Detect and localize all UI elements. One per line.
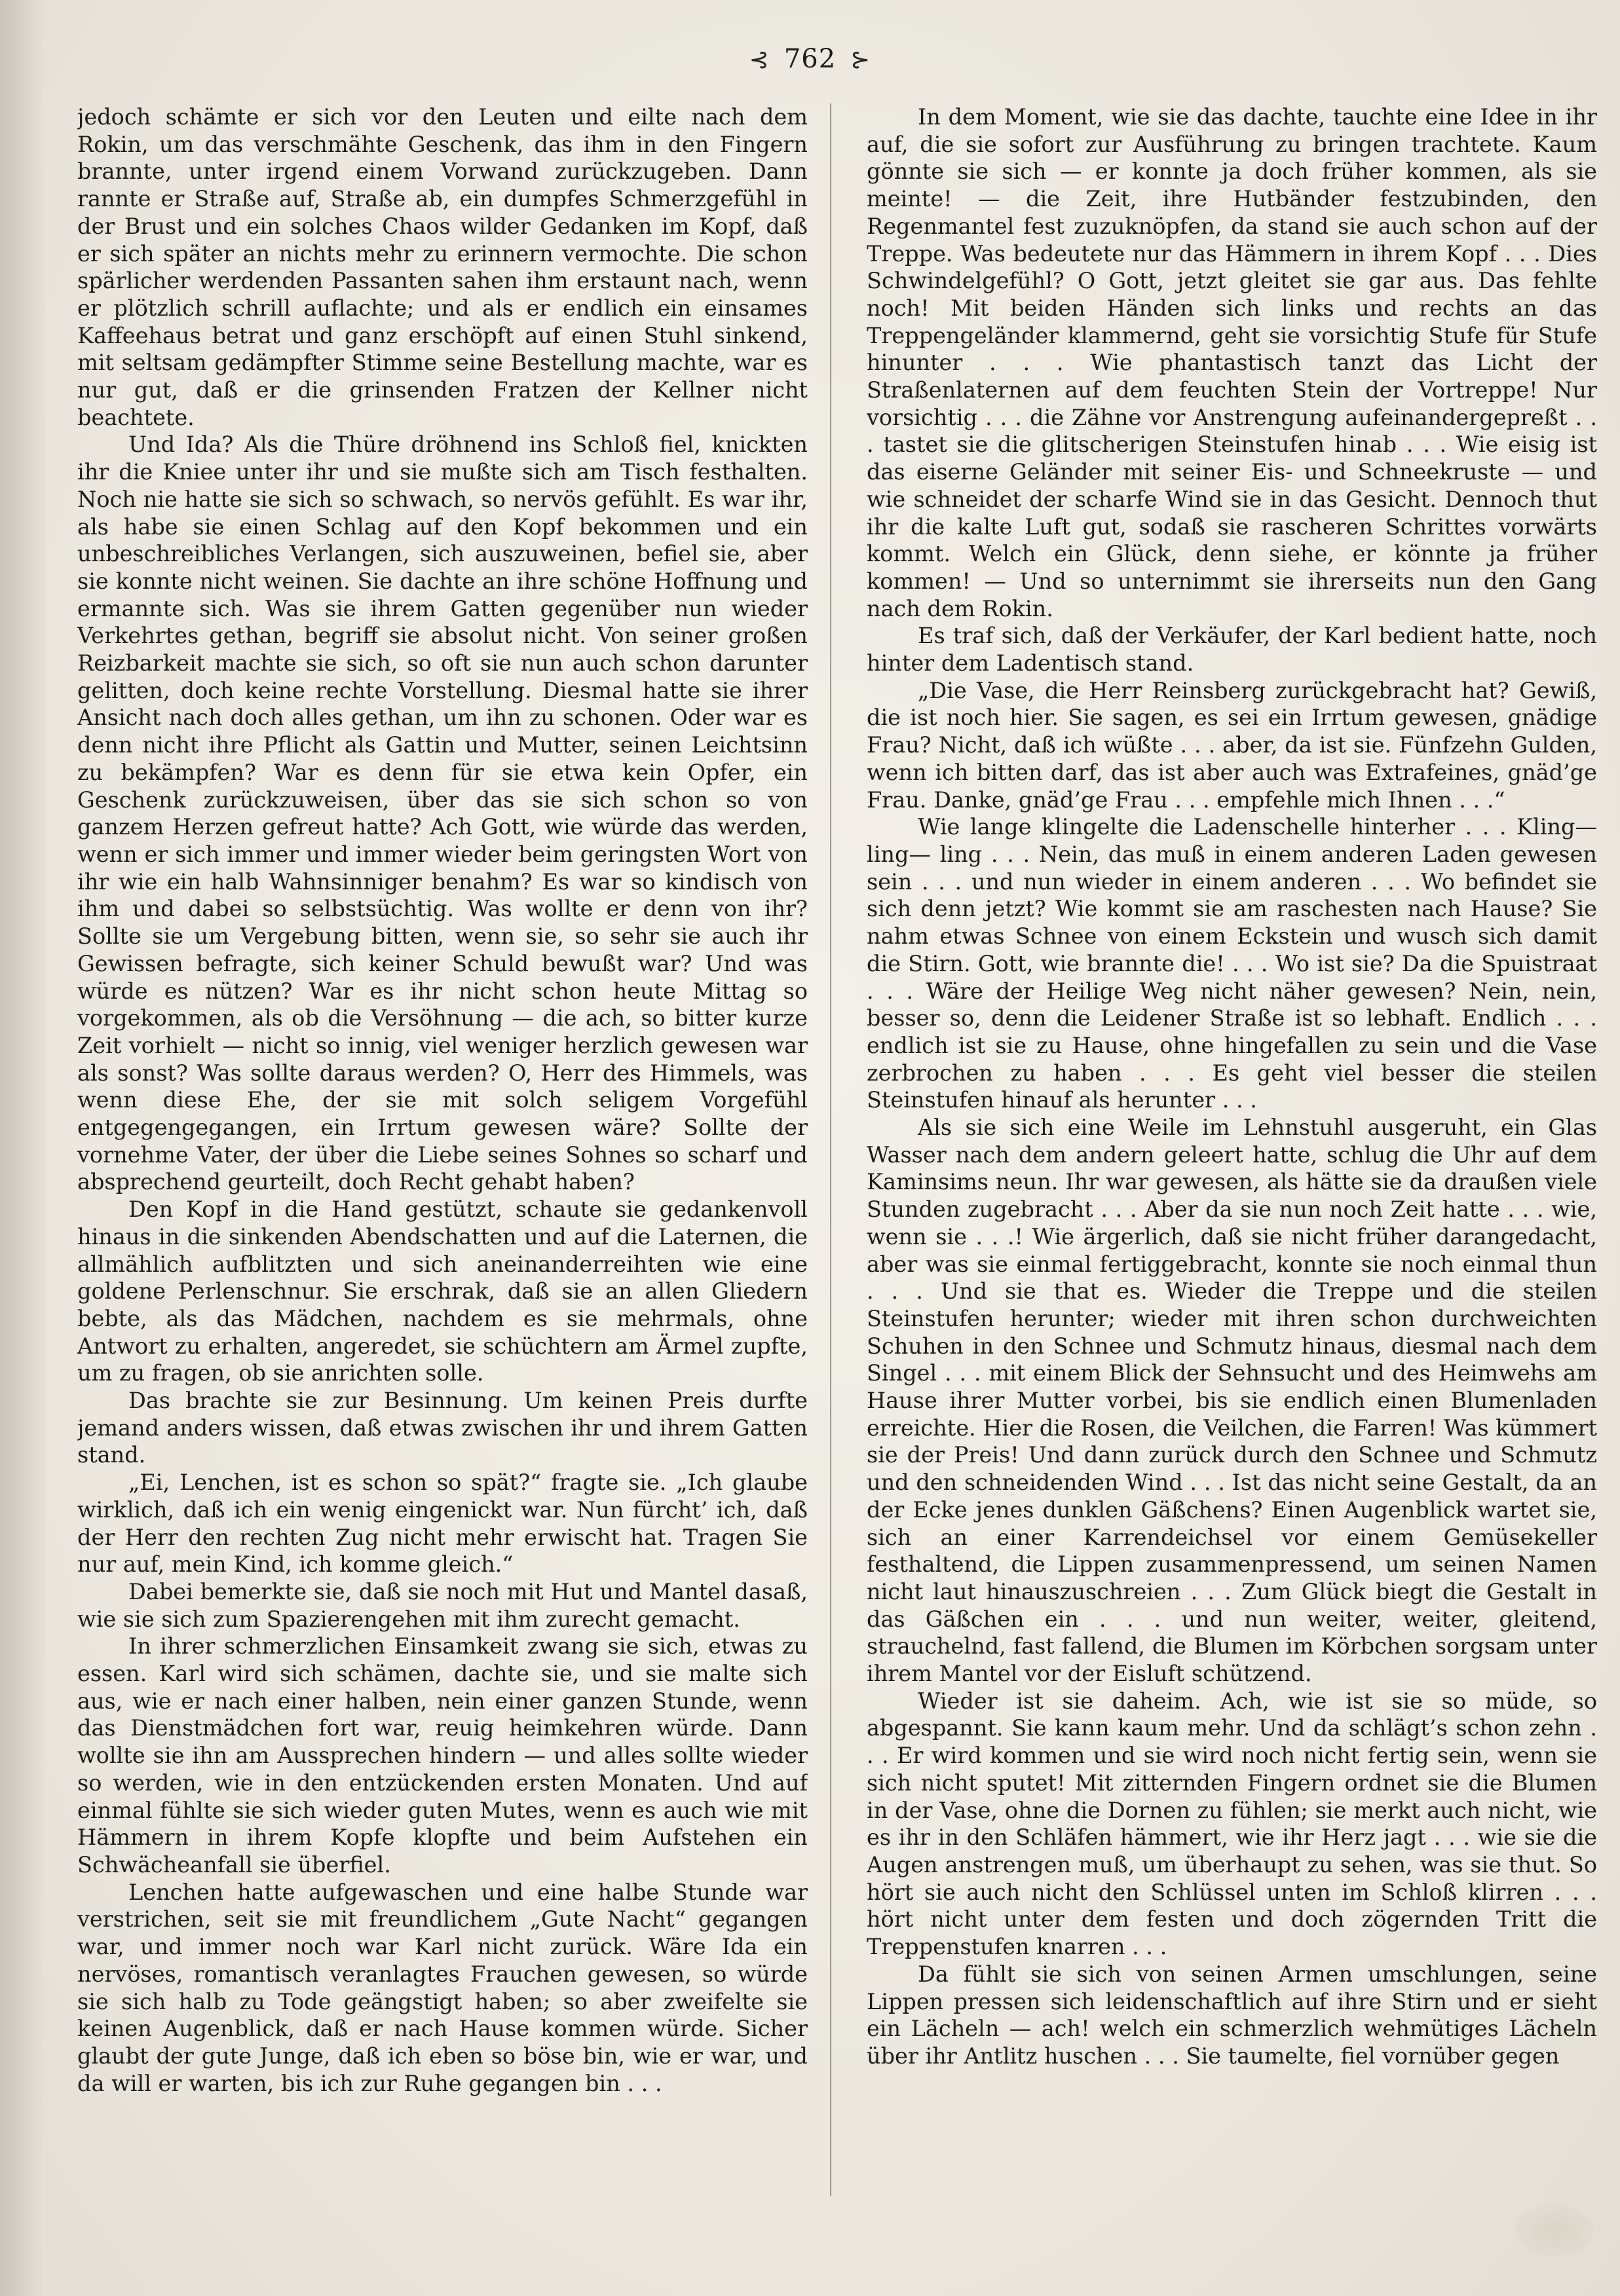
paragraph: Und Ida? Als die Thüre dröhnend ins Schloß fiel, knickten ihr die Kniee unter ihr und sie mußte sich am Tisch festhalten. Noch nie hatte sie sich so schwach, so nervös gefühlt. Es war ihr, als habe sie einen Schlag auf den Kopf bekommen und ein unbeschreibliches Verlangen, sich auszuweinen, befiel sie, aber sie konnte nicht weinen. Sie dachte an ihre schöne Hoffnung und ermannte sich. Was sie ihrem Gatten gegenüber nun wieder Verkehrtes gethan, begriff sie absolut nicht. Von seiner großen Reizbarkeit machte sie sich, so oft sie nun auch schon darunter gelitten, doch keine rechte Vorstellung. Diesmal hatte sie ihrer Ansicht nach doch alles gethan, um ihn zu schonen. Oder war es denn nicht ihre Pflicht als Gattin und Mutter, seinen Leichtsinn zu bekämpfen? War es denn für sie etwa kein Opfer, ein Geschenk zurückzuweisen, über das sie sich schon so von ganzem Herzen gefreut hatte? Ach Gott, wie würde das werden, wenn er sich immer und immer wieder beim geringsten Wort von ihr wie ein halb Wahnsinniger benahm? Es war so kindisch von ihm und dabei so selbstsüchtig. Was wollte er denn von ihr? Sollte sie um Vergebung bitten, wenn sie, so sehr sie auch ihr Gewissen befragte, sich keiner Schuld bewußt war? Und was würde es nützen? War es ihr nicht schon heute Mittag so vorgekommen, als ob die Versöhnung — die ach, so bitter kurze Zeit vorhielt — nicht so innig, viel weniger herzlich gewesen war als sonst? Was sollte daraus werden? O, Herr des Himmels, was wenn diese Ehe, der sie mit solch seligem Vorgefühl entgegengegangen, ein Irrtum gewesen wäre? Sollte der vornehme Vater, der über die Liebe seines Sohnes so scharf und absprechend geurteilt, doch Recht gehabt haben? xyxy=(77,432,808,1195)
page-edge-shadow xyxy=(0,0,46,2296)
paragraph: In ihrer schmerzlichen Einsamkeit zwang sie sich, etwas zu essen. Karl wird sich schämen, dachte sie, und sie malte sich aus, wie er nach einer halben, nein einer ganzen Stunde, wenn das Dienstmädchen fort war, reuig heimkehren würde. Dann wollte sie ihn am Aussprechen hindern — und alles sollte wieder so werden, wie in den entzückenden ersten Monaten. Und auf einmal fühlte sie sich wieder guten Mutes, wenn es auch wie mit Hämmern in ihrem Kopfe klopfte und beim Aufstehen ein Schwächeanfall sie überfiel. xyxy=(77,1633,808,1878)
paragraph: Als sie sich eine Weile im Lehnstuhl ausgeruht, ein Glas Wasser nach dem andern geleert hatte, schlug die Uhr auf dem Kaminsims neun. Ihr war gewesen, als hätte sie da draußen viele Stunden zugebracht . . . Aber da sie nun noch Zeit hatte . . . wie, wenn sie . . .! Wie ärgerlich, daß sie nicht früher darangedacht, aber was sie einmal fertiggebracht, konnte sie noch einmal thun . . . Und sie that es. Wieder die Treppe und die steilen Steinstufen herunter; wieder mit ihren schon durchweichten Schuhen in den Schnee und Schmutz hinaus, diesmal nach dem Singel . . . mit einem Blick der Sehnsucht und des Heimwehs am Hause ihrer Mutter vorbei, bis sie endlich einen Blumenladen erreichte. Hier die Rosen, die Veilchen, die Farren! Was kümmert sie der Preis! Und dann zurück durch den Schnee und Schmutz und den schneidenden Wind . . . Ist das nicht seine Gestalt, da an der Ecke jenes dunklen Gäßchens? Einen Augenblick wartet sie, sich an einer Karrendeichsel vor einem Gemüsekeller festhaltend, die Lippen zusammenpressend, um seinen Namen nicht laut hinauszuschreien . . . Zum Glück biegt die Gestalt in das Gäßchen ein . . . und nun weiter, weiter, gleitend, strauchelnd, fast fallend, die Blumen im Körbchen sorgsam unter ihrem Mantel vor der Eisluft schützend. xyxy=(867,1115,1597,1687)
paragraph: Lenchen hatte aufgewaschen und eine halbe Stunde war verstrichen, seit sie mit freundlichem „Gute Nacht“ gegangen war, und immer noch war Karl nicht zurück. Wäre Ida ein nervöses, romantisch veranlagtes Frauchen gewesen, so würde sie sich halb zu Tode geängstigt haben; so aber zweifelte sie keinen Augenblick, daß er nach Hause kommen würde. Sicher glaubt der gute Junge, daß ich eben so böse bin, wie er war, und da will er warten, bis ich zur Ruhe gegangen bin . . . xyxy=(77,1879,808,2096)
left-text-column xyxy=(77,103,808,2206)
paragraph: „Ei, Lenchen, ist es schon so spät?“ fragte sie. „Ich glaube wirklich, daß ich ein wenig eingenickt war. Nun fürcht’ ich, daß der Herr den rechten Zug nicht mehr erwischt hat. Tragen Sie nur auf, mein Kind, ich komme gleich.“ xyxy=(77,1470,808,1578)
paragraph: Es traf sich, daß der Verkäufer, der Karl bedient hatte, noch hinter dem Ladentisch stand. xyxy=(867,623,1597,676)
right-ornament-icon: ⊱ xyxy=(850,46,871,73)
paragraph: jedoch schämte er sich vor den Leuten und eilte nach dem Rokin, um das verschmähte Geschenk, das ihm in den Fingern brannte, unter irgend einem Vorwand zurückzugeben. Dann rannte er Straße auf, Straße ab, ein dumpfes Schmerzgefühl in der Brust und ein solches Chaos wilder Gedanken im Kopf, daß er sich später an nichts mehr zu erinnern vermochte. Die schon spärlicher werdenden Passanten sahen ihm erstaunt nach, wenn er plötzlich schrill auflachte; und als er endlich ein einsames Kaffeehaus betrat und ganz erschöpft auf einen Stuhl sinkend, mit seltsam gedämpfter Stimme seine Bestellung machte, war es nur gut, daß er die grinsenden Fratzen der Kellner nicht beachtete. xyxy=(77,104,808,430)
paragraph: Das brachte sie zur Besinnung. Um keinen Preis durfte jemand anders wissen, daß etwas zwischen ihr und ihrem Gatten stand. xyxy=(77,1388,808,1468)
right-text-column xyxy=(867,103,1597,2206)
paragraph: In dem Moment, wie sie das dachte, tauchte eine Idee in ihr auf, die sie sofort zur Ausführung zu bringen trachtete. Kaum gönnte sie sich — er konnte ja doch früher kommen, als sie meinte! — die Zeit, ihre Hutbänder festzubinden, den Regenmantel fest zuzuknöpfen, da stand sie auch schon auf der Treppe. Was bedeutete nur das Hämmern in ihrem Kopf . . . Dies Schwindelgefühl? O Gott, jetzt gleitet sie gar aus. Das fehlte noch! Mit beiden Händen sich links und rechts an das Treppengeländer klammernd, geht sie vorsichtig Stufe für Stufe hinunter . . . Wie phantastisch tanzt das Licht der Straßenlaternen auf dem feuchten Stein der Vortreppe! Nur vorsichtig . . . die Zähne vor Anstrengung aufeinandergepreßt . . . tastet sie die glitscherigen Steinstufen hinab . . . Wie eisig ist das eiserne Geländer mit seiner Eis- und Schneekruste — und wie schneidet der scharfe Wind sie in das Gesicht. Dennoch thut ihr die kalte Luft gut, sodaß sie rascheren Schrittes vorwärts kommt. Welch ein Glück, denn siehe, er könnte ja früher kommen! — Und so unternimmt sie ihrerseits nun den Gang nach dem Rokin. xyxy=(867,104,1597,621)
left-ornament-icon: ⊰ xyxy=(749,46,770,73)
paragraph: Dabei bemerkte sie, daß sie noch mit Hut und Mantel dasaß, wie sie sich zum Spazierengehen mit ihm zurecht gemacht. xyxy=(77,1578,808,1632)
paper-stain xyxy=(1515,2204,1594,2257)
paragraph: Wie lange klingelte die Ladenschelle hinterher . . . Kling— ling— ling . . . Nein, das muß in einem anderen Laden gewesen sein . . . und nun wieder in einem anderen . . . Wo befindet sie sich denn jetzt? Wie kommt sie am raschesten nach Hause? Sie nahm etwas Schnee von einem Eckstein und wusch sich damit die Stirn. Gott, wie brannte die! . . . Wo ist sie? Da die Spuistraat . . . Wäre der Heilige Weg nicht näher gewesen? Nein, nein, besser so, denn die Leidener Straße ist so lebhaft. Endlich . . . endlich ist sie zu Hause, ohne hingefallen zu sein und die Vase zerbrochen zu haben . . . Es geht viel besser die steilen Steinstufen hinauf als herunter . . . xyxy=(867,814,1597,1113)
paragraph: „Die Vase, die Herr Reinsberg zurückgebracht hat? Gewiß, die ist noch hier. Sie sagen, es sei ein Irrtum gewesen, gnädige Frau? Nicht, daß ich wüßte . . . aber, da ist sie. Fünfzehn Gulden, wenn ich bitten darf, das ist aber auch was Extrafeines, gnäd’ge Frau. Danke, gnäd’ge Frau . . . empfehle mich Ihnen . . .“ xyxy=(867,677,1597,813)
column-divider xyxy=(830,103,831,2196)
page-header xyxy=(0,41,1620,79)
paragraph: Wieder ist sie daheim. Ach, wie ist sie so müde, so abgespannt. Sie kann kaum mehr. Und da schlägt’s schon zehn . . . Er wird kommen und sie wird noch nicht fertig sein, wenn sie sich nicht sputet! Mit zitternden Fingern ordnet sie die Blumen in der Vase, ohne die Dornen zu fühlen; sie merkt auch nicht, wie es ihr in den Schläfen hämmert, wie ihr Herz jagt . . . wie sie die Augen anstrengen muß, um überhaupt zu sehen, was sie thut. So hört sie auch nicht den Schlüssel unten im Schloß klirren . . . hört nicht unter dem festen und doch zögernden Tritt die Treppenstufen knarren . . . xyxy=(867,1688,1597,1960)
page-number: 762 xyxy=(783,44,837,74)
paragraph: Da fühlt sie sich von seinen Armen umschlungen, seine Lippen pressen sich leidenschaftlich auf ihre Stirn und er sieht ein Lächeln — ach! welch ein schmerzlich wehmütiges Lächeln über ihr Antlitz huschen . . . Sie taumelte, fiel vornüber gegen xyxy=(867,1961,1597,2069)
paragraph: Den Kopf in die Hand gestützt, schaute sie gedankenvoll hinaus in die sinkenden Abendschatten und auf die Laternen, die allmählich aufblitzten und sich aneinanderreihten wie eine goldene Perlenschnur. Sie erschrak, daß sie an allen Gliedern bebte, als das Mädchen, nachdem es sie mehrmals, ohne Antwort zu erhalten, angeredet, sie schüchtern am Ärmel zupfte, um zu fragen, ob sie anrichten solle. xyxy=(77,1196,808,1386)
